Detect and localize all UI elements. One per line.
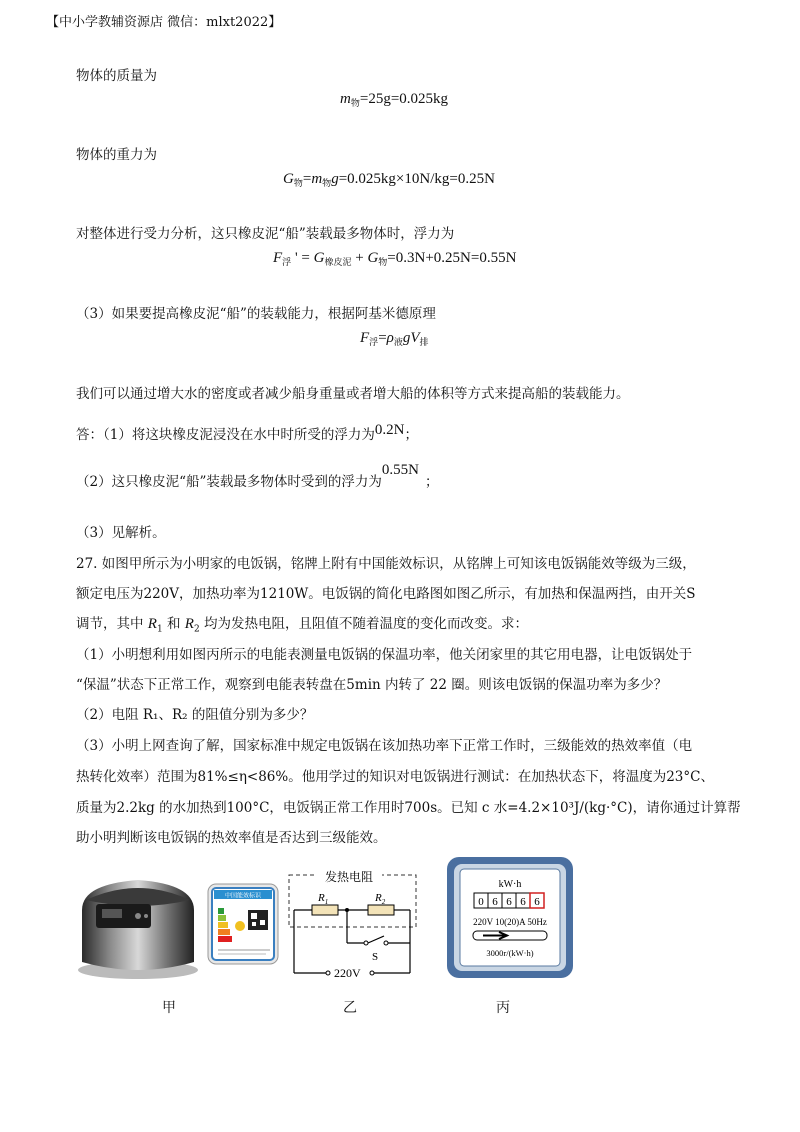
meter-digit: 6 xyxy=(492,896,498,908)
meter-rev: 3000r/(kW·h) xyxy=(486,948,534,958)
figure-jia-rice-cooker xyxy=(76,870,281,985)
switch-s xyxy=(368,936,384,943)
mass-equation: $m_物=25g=0.025kg$ xyxy=(340,91,449,108)
figure-yi-circuit xyxy=(286,866,426,984)
q27-q3-line3: 质量为2.2kg 的水加热到100°C，电饭锅正常工作用时700s。已知 c 水=4.2×10³J/(kg·°C)，请你通过计算帮 xyxy=(76,800,741,816)
meter-unit: kW·h xyxy=(498,879,522,890)
weight-equation: $G_物=m_物g=0.025kg\times 10N/kg=0.25N$ xyxy=(283,171,495,188)
box-title: 发热电阻 xyxy=(324,870,374,884)
meter-digit: 6 xyxy=(506,896,512,908)
meter-digits xyxy=(474,893,544,908)
voltage-label: 220V xyxy=(334,966,361,980)
q27-q3-line4: 助小明判断该电饭锅的热效率值是否达到三级能效。 xyxy=(76,830,387,846)
q27-q1-line1: （1）小明想利用如图丙所示的电能表测量电饭锅的保温功率，他关闭家里的其它用电器，让电饭锅处于 xyxy=(76,647,693,663)
q27-q3-line1: （3）小明上网查询了解，国家标准中规定电饭锅在该加热功率下正常工作时，三级能效的热效率值（电 xyxy=(76,738,693,754)
caption-jia: 甲 xyxy=(162,1000,176,1016)
q27-line1: 27. 如图甲所示为小明家的电饭锅，铭牌上附有中国能效标识，从铭牌上可知该电饭锅能效等级为三级， xyxy=(76,556,696,572)
r1-label: $R_1$ xyxy=(318,892,329,906)
part3-text: （3）如果要提高橡皮泥“船”的装载能力，根据阿基米德原理 xyxy=(76,306,436,322)
header-watermark: 【中小学教辅资源店 微信：mlxt2022】 xyxy=(46,15,282,30)
meter-digit: 0 xyxy=(478,896,484,908)
meter-digit: 6 xyxy=(534,896,540,908)
q27-q2: （2）电阻 R₁、R₂ 的阻值分别为多少？ xyxy=(76,707,314,723)
resistor-r1 xyxy=(312,905,338,915)
caption-yi: 乙 xyxy=(343,1000,357,1016)
answer-3: （3）见解析。 xyxy=(76,525,166,541)
r2-label: $R_2$ xyxy=(375,892,386,906)
switch-label: S xyxy=(372,951,379,963)
caption-bing: 丙 xyxy=(496,1000,510,1016)
answer-2: （2）这只橡皮泥“船”装载最多物体时受到的浮力为0.55N； xyxy=(76,462,439,490)
mass-intro: 物体的质量为 xyxy=(76,68,157,84)
q27-line3: 调节，其中 $R_1$ 和 $R_2$ 均为发热电阻，且阻值不随着温度的变化而改变。求： xyxy=(76,616,528,635)
meter-spec: 220V 10(20)A 50Hz xyxy=(473,917,547,927)
float-intro: 对整体进行受力分析，这只橡皮泥“船”装载最多物体时，浮力为 xyxy=(76,226,455,242)
answer-1: 答：（1）将这块橡皮泥浸没在水中时所受的浮力为0.2N； xyxy=(76,422,418,443)
q27-q1-line2: “保温”状态下正常工作，观察到电能表转盘在5min 内转了 22 圈。则该电饭锅的保温功率为多少？ xyxy=(76,677,668,693)
weight-intro: 物体的重力为 xyxy=(76,147,157,163)
energy-label-title: 中国能效标识 xyxy=(224,893,262,900)
figure-bing-meter xyxy=(445,855,575,980)
float-equation: $F_浮$ ' = $G_{橡皮泥} + G_物=0.3N+0.25N=0.55N$ xyxy=(273,250,517,267)
resistor-r2 xyxy=(368,905,394,915)
meter-digit: 6 xyxy=(520,896,526,908)
archimedes-equation: $F_浮=\rho_液gV_排$ xyxy=(360,330,429,347)
q27-q3-line2: 热转化效率）范围为81%≤η<86%。他用学过的知识对电饭锅进行测试：在加热状态下，将温度为23°C、 xyxy=(76,769,714,785)
conclusion-text: 我们可以通过增大水的密度或者减少船身重量或者增大船的体积等方式来提高船的装载能力。 xyxy=(76,386,630,402)
q27-line2: 额定电压为220V，加热功率为1210W。电饭锅的简化电路图如图乙所示，有加热和保温两挡，由开关S xyxy=(76,586,696,602)
